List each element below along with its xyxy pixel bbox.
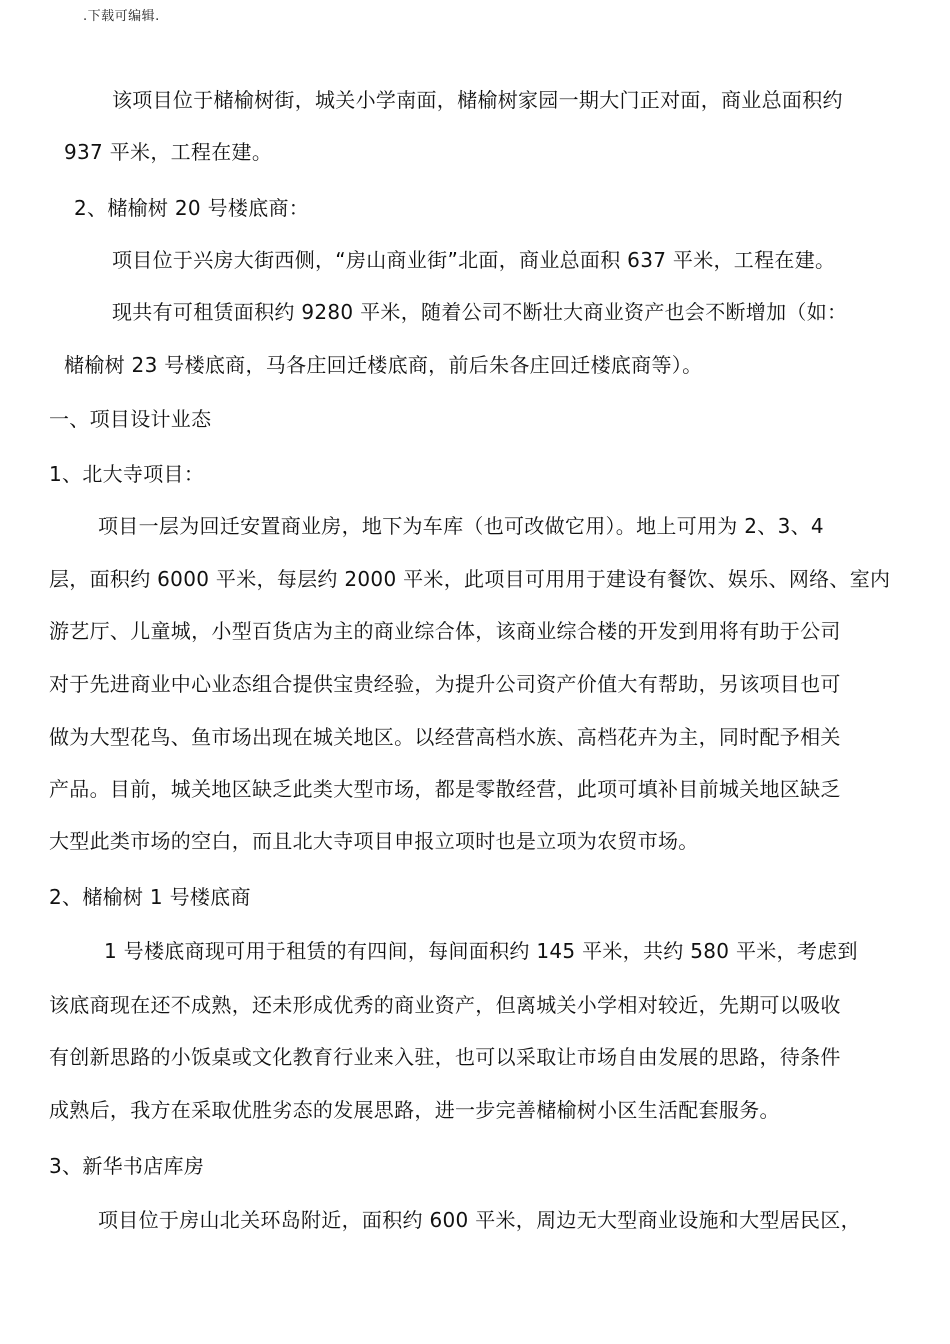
paragraph-line: 项目一层为回迁安置商业房，地下为车库（也可改做它用）。地上可用为 2、3、4 [98, 514, 824, 538]
paragraph-line: 成熟后，我方在采取优胜劣态的发展思路，进一步完善槠榆树小区生活配套服务。 [49, 1098, 780, 1122]
section-heading: 一、项目设计业态 [49, 407, 212, 431]
paragraph-line: 有创新思路的小饭桌或文化教育行业来入驻，也可以采取让市场自由发展的思路，待条件 [49, 1045, 841, 1069]
section-heading: 3、新华书店库房 [49, 1154, 205, 1178]
paragraph-line: 项目位于房山北关环岛附近，面积约 600 平米，周边无大型商业设施和大型居民区， [98, 1208, 861, 1232]
paragraph-line: 层，面积约 6000 平米，每层约 2000 平米，此项目可用用于建设有餐饮、娱乐、网络、室内 [49, 567, 891, 591]
paragraph-line: 游艺厅、儿童城，小型百货店为主的商业综合体，该商业综合楼的开发到用将有助于公司 [49, 619, 841, 643]
section-heading: 1、北大寺项目： [49, 462, 205, 486]
paragraph-line: 项目位于兴房大街西侧，“房山商业街”北面，商业总面积 637 平米，工程在建。 [112, 248, 836, 272]
paragraph-line: 现共有可租赁面积约 9280 平米，随着公司不断壮大商业资产也会不断增加（如： [112, 300, 848, 324]
paragraph-line: 对于先进商业中心业态组合提供宝贵经验，为提升公司资产价值大有帮助，另该项目也可 [49, 672, 841, 696]
paragraph-line: 产品。目前，城关地区缺乏此类大型市场，都是零散经营，此项可填补目前城关地区缺乏 [49, 777, 841, 801]
paragraph-line: 大型此类市场的空白，而且北大寺项目申报立项时也是立项为农贸市场。 [49, 829, 699, 853]
paragraph-line: 该底商现在还不成熟，还未形成优秀的商业资产，但离城关小学相对较近，先期可以吸收 [49, 993, 841, 1017]
paragraph-line: 1 号楼底商现可用于租赁的有四间，每间面积约 145 平米，共约 580 平米，考虑到 [104, 939, 858, 963]
paragraph-line: 该项目位于槠榆树街，城关小学南面，槠榆树家园一期大门正对面，商业总面积约 [112, 88, 843, 112]
section-heading: 2、槠榆树 1 号楼底商 [49, 885, 251, 909]
section-heading: 2、槠榆树 20 号楼底商： [74, 196, 310, 220]
paragraph-line: 槠榆树 23 号楼底商，马各庄回迁楼底商，前后朱各庄回迁楼底商等）。 [64, 353, 703, 377]
paragraph-line: 937 平米，工程在建。 [64, 140, 273, 164]
paragraph-line: 做为大型花鸟、鱼市场出现在城关地区。以经营高档水族、高档花卉为主，同时配予相关 [49, 725, 841, 749]
header-note: .下载可编辑. [83, 9, 160, 24]
